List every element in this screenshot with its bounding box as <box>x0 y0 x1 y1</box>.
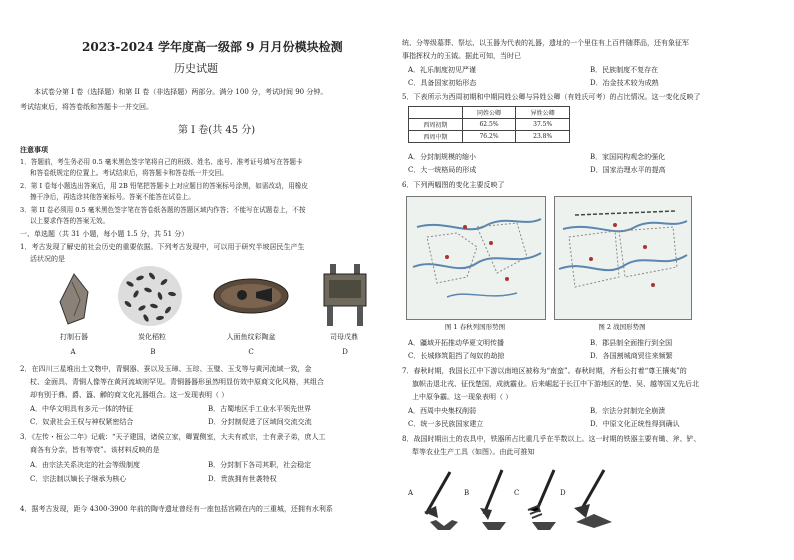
q1-option-a: A <box>70 348 76 356</box>
q4-line-3: 事指挥权力的玉钺。据此可知，当时已 <box>402 52 521 60</box>
table-cell: 37.5% <box>516 119 570 131</box>
intro-line-2: 考试结束后，将答卷纸和答题卡一并交回。 <box>20 103 153 111</box>
q3-option-d: D．贵族拥有世袭特权 <box>208 475 277 483</box>
table-cell: 62.5% <box>462 119 516 131</box>
q1-caption-b: 炭化稻粒 <box>138 333 166 341</box>
iron-axe-icon <box>474 462 514 532</box>
q3-line-1: 3．《左传・桓公二年》记载：“天子建国，诸侯立家，卿置侧室，大夫有贰宗，士有隶子弟，庶人工 <box>20 433 326 441</box>
note-2a: 2．第 I 卷每小题选出答案后，用 2B 铅笔把答题卡上对应题目的答案标号涂黑，如需改动，用橡皮 <box>20 182 308 190</box>
q7-option-b: B．宗法分封制完全崩溃 <box>590 407 666 415</box>
intro-line-1: 本试卷分第 I 卷（选择题）和第 II 卷（非选择题）两部分。满分 100 分，考试时间 90 分钟。 <box>34 88 328 96</box>
ding-vessel-image <box>320 262 370 328</box>
iron-rake-icon <box>524 462 564 532</box>
q1-stem-1: 1．考古发现了解史前社会历史的重要依据。下列考古发现中，可以用于研究半坡居民生产生 <box>20 243 305 251</box>
q2-line-3: 却有别于鼎、爵、簋、觯的商文化礼器组合。这一发现表明（ ） <box>30 391 229 399</box>
q7-option-d: D．中原文化正统性得到确认 <box>590 420 680 428</box>
note-3b: 以上要求作答的答案无效。 <box>30 217 110 225</box>
tool-label-d: D <box>560 489 566 497</box>
q8-line-1: 8．战国时期出土的农具中，铁器所占比重几乎在半数以上。这一时期的铁器主要有锄、斧、铲、 <box>402 435 701 443</box>
table-cell: 23.8% <box>516 131 570 143</box>
q6-stem: 6．下列两幅图的变化主要反映了 <box>402 181 505 189</box>
q2-line-1: 2．在四川三星堆出土文物中，青铜器、蚕以及玉璋、玉琮、玉璧、玉戈等与黄河流域一致，金 <box>20 365 312 373</box>
section-title: 第 I 卷(共 45 分) <box>178 125 256 136</box>
q7-option-c: C．统一多民族国家建立 <box>408 420 484 428</box>
exam-title: 2023-2024 学年度高一级部 9 月月份模块检测 <box>82 40 343 54</box>
q5-option-c: C．大一统格局的形成 <box>408 166 477 174</box>
table-row <box>409 107 570 119</box>
tool-label-a: A <box>408 489 414 497</box>
q1-caption-c: 人面鱼纹彩陶盆 <box>226 333 276 341</box>
q5-option-d: D．国家治理水平的提高 <box>590 166 666 174</box>
q6-option-c: C．长城修筑阻挡了匈奴的劫掠 <box>408 352 505 360</box>
q4-option-b: B．民族制度不复存在 <box>590 66 659 74</box>
q7-line-3: 上中原争霸。这一现象表明（ ） <box>412 393 513 401</box>
q7-line-1: 7．春秋时期，我国长江中下游以南地区被称为“南蛮”。春秋时期，齐桓公打着“尊王攘夷”的 <box>402 367 687 375</box>
q2-option-a: A．中华文明具有多元一体的特征 <box>30 405 134 413</box>
table-row <box>409 131 570 143</box>
subject-title: 历史试题 <box>174 62 218 75</box>
table-row <box>409 119 570 131</box>
q2-line-2: 杖、金面具、青铜人像等在黄河流域则罕见。青铜器器形虽然明显仿效中原商文化风格，其组合 <box>30 378 324 386</box>
tool-label-b: B <box>464 489 470 497</box>
notes-heading: 注意事项 <box>20 145 48 154</box>
q4-option-d: D．冶金技术较为成熟 <box>590 79 659 87</box>
painted-pottery-basin-image <box>212 276 290 320</box>
q1-option-d: D <box>342 348 348 356</box>
q1-option-b: B <box>150 348 156 356</box>
q7-option-a: A．西周中央集权削弱 <box>408 407 477 415</box>
spring-autumn-map <box>406 196 546 320</box>
q4-option-a: A．礼乐制度初见严谨 <box>408 66 477 74</box>
q2-option-b: B．古蜀地区手工业水平领先世界 <box>208 405 312 413</box>
q1-caption-d: 司母戊鼎 <box>330 333 358 341</box>
q3-option-c: C．宗法制以嫡长子继承为核心 <box>30 475 127 483</box>
q1-caption-a: 打制石器 <box>60 333 88 341</box>
tool-label-c: C <box>514 489 520 497</box>
stone-tool-image <box>54 272 94 326</box>
q5-table <box>408 106 570 143</box>
q3-option-a: A．由宗法关系决定的社会等级制度 <box>30 461 141 469</box>
q2-option-d: D．分封制促进了区域间交流交流 <box>208 418 312 426</box>
warring-states-map <box>554 196 692 320</box>
q2-option-c: C．奴隶社会王权与神权紧密结合 <box>30 418 134 426</box>
q6-option-d: D．各国割城商贸往来频繁 <box>590 352 673 360</box>
table-cell: 西周中期 <box>409 131 463 143</box>
table-cell: 异姓公卿 <box>516 107 570 119</box>
table-cell <box>409 107 463 119</box>
carbonized-rice-image <box>116 264 184 328</box>
q4-option-c: C．具备国家初始形态 <box>408 79 477 87</box>
iron-hoe-icon <box>420 462 470 532</box>
map-2-caption: 图 2 战国形势图 <box>598 323 646 331</box>
q1-stem-2: 活状况的是 <box>30 255 65 263</box>
q3-line-2: 商各有分亲，皆有等衰”。该材料反映的是 <box>30 446 160 454</box>
note-2b: 擦干净后，再选涂其他答案标号。答案不能答在试卷上。 <box>30 193 195 201</box>
table-cell: 76.2% <box>462 131 516 143</box>
q5-option-a: A．分封制规模的缩小 <box>408 153 477 161</box>
note-1a: 1．答题前，考生务必用 0.5 毫米黑色签字笔将自己的班级、姓名、座号、准考证号填写在答题卡 <box>20 158 303 166</box>
q1-option-c: C <box>248 348 254 356</box>
q8-line-2: 犁等农业生产工具（如图）。由此可推知 <box>412 448 535 456</box>
iron-plow-icon <box>570 462 618 532</box>
q4-line-2: 统、分等级墓葬、祭坛、以玉器为代表的礼器，遗址的一个里住有上百件随葬品，还有象征军 <box>402 39 689 47</box>
table-cell: 西周初期 <box>409 119 463 131</box>
note-3a: 3．第 II 卷必须用 0.5 毫米黑色签字笔在答卷纸各题的答题区域内作答；不能写在试题卷上，不按 <box>20 206 306 214</box>
q6-option-b: B．郡县制全面推行到全国 <box>590 339 673 347</box>
map-1-caption: 图 1 春秋列国形势图 <box>444 323 506 331</box>
q5-stem: 5．下表所示为西周初期和中期同姓公卿与异姓公卿（有姓氏可考）的占比情况。这一变化反映了 <box>402 93 701 101</box>
q7-line-2: 旗帜击退北戎、征伐楚国，成就霸业。后来崛起于长江中下游地区的楚、吴、越等国又先后北 <box>412 380 699 388</box>
q4-line-1: 4．据考古发现，距今 4300-3900 年前的陶寺遗址曾经有一座包括宫殿在内的三重城，还拥有水利系 <box>20 505 333 513</box>
part-1-heading: 一、单选题（共 31 小题，每小题 1.5 分，共 51 分） <box>20 230 189 238</box>
q6-option-a: A．疆域开拓推动华夏文明传播 <box>408 339 505 347</box>
q5-option-b: B．家国同构观念的强化 <box>590 153 666 161</box>
note-1b: 和答卷纸规定的位置上。考试结束后，将答题卡和答卷纸一并交回。 <box>30 169 228 177</box>
table-cell: 同姓公卿 <box>462 107 516 119</box>
q3-option-b: B．分封制下各司其职，社会稳定 <box>208 461 312 469</box>
